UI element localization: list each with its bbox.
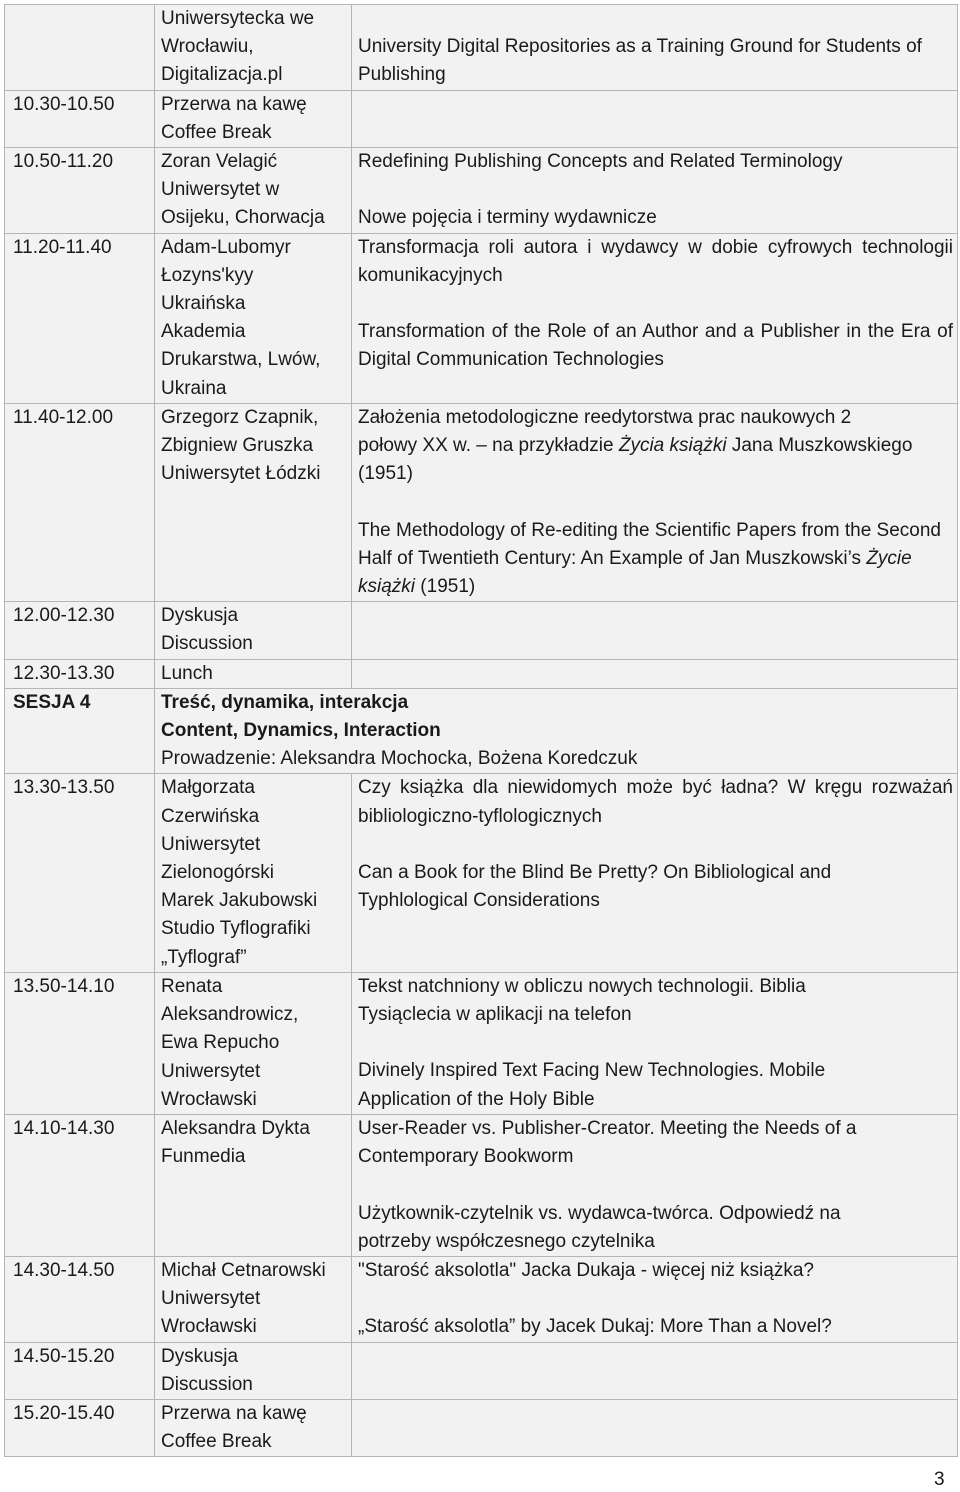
table-row [5, 602, 958, 659]
talk-title-pl: "Starość aksolotla" Jacka Dukaja - więcej niż książka? [358, 1259, 814, 1281]
session-label: SESJA 4 [5, 688, 155, 774]
talk-cell [352, 1342, 958, 1399]
talk-cell [352, 5, 958, 91]
talk-title-en: Redefining Publishing Concepts and Related Terminology [358, 151, 843, 173]
speaker-cell: Adam-Lubomyr Łozyns'kyy Ukraińska Akademia Drukarstwa, Lwów, Ukraina [155, 233, 352, 403]
time-cell: 14.10-14.30 [5, 1114, 155, 1256]
talk-title-en: Can a Book for the Blind Be Pretty? On Bibliological and Typhlological Considerations [358, 862, 832, 912]
table-row [5, 90, 958, 147]
speaker-cell: Grzegorz Czapnik, Zbigniew Gruszka Uniwersytet Łódzki [155, 403, 352, 601]
time-cell [5, 5, 155, 91]
talk-title-en: „Starość aksolotla” by Jacek Dukaj: More Than a Novel? [358, 1316, 832, 1338]
talk-title-pl: Czy książka dla niewidomych może być ładna? W kręgu rozważań bibliologiczno-tyflologicznych [358, 777, 953, 827]
speaker-cell: Dyskusja Discussion [155, 1342, 352, 1399]
page-number: 3 [934, 1469, 945, 1490]
time-cell: 11.40-12.00 [5, 403, 155, 601]
speaker-cell: Uniwersytecka we Wrocławiu, Digitalizacja.pl [155, 5, 352, 91]
talk-title-pl: Założenia metodologiczne reedytorstwa prac naukowych 2 połowy XX w. – na przykładzie Życia książki Jana Muszkowskiego (1951) [358, 406, 913, 485]
time-cell: 10.50-11.20 [5, 148, 155, 234]
talk-cell [352, 659, 958, 688]
speaker-cell: Przerwa na kawę Coffee Break [155, 1399, 352, 1456]
speaker-cell: Aleksandra Dykta Funmedia [155, 1114, 352, 1256]
talk-title-en: Transformation of the Role of an Author and a Publisher in the Era of Digital Communication Technologies [358, 321, 953, 371]
talk-cell [352, 148, 958, 234]
time-cell: 14.50-15.20 [5, 1342, 155, 1399]
session-title-pl: Treść, dynamika, interakcja [161, 691, 409, 713]
talk-title-pl: Nowe pojęcia i terminy wydawnicze [358, 207, 657, 229]
program-sheet [4, 4, 957, 1457]
time-cell: 12.30-13.30 [5, 659, 155, 688]
table-row [5, 972, 958, 1114]
talk-cell [352, 90, 958, 147]
talk-cell [352, 602, 958, 659]
talk-cell [352, 1256, 958, 1342]
speaker-cell: Małgorzata Czerwińska Uniwersytet Zielonogórski Marek Jakubowski Studio Tyflografiki „Tyflograf” [155, 774, 352, 972]
session-header-cell [155, 688, 958, 774]
time-cell: 13.50-14.10 [5, 972, 155, 1114]
talk-title-pl: Tekst natchniony w obliczu nowych technologii. Biblia Tysiąclecia w aplikacji na telefon [358, 975, 806, 1026]
table-row [5, 1342, 958, 1399]
table-row [5, 233, 958, 403]
talk-cell [352, 1114, 958, 1256]
time-cell: 15.20-15.40 [5, 1399, 155, 1456]
table-row [5, 5, 958, 91]
talk-title-en: User-Reader vs. Publisher-Creator. Meeting the Needs of a Contemporary Bookworm [358, 1117, 857, 1168]
program-table [4, 4, 958, 1457]
speaker-cell: Lunch [155, 659, 352, 688]
talk-title-en: The Methodology of Re-editing the Scientific Papers from the Second Half of Twentieth Century: An Example of Jan Muszkowski’s Życie książki (1951) [358, 519, 941, 598]
talk-title-pl: Transformacja roli autora i wydawcy w dobie cyfrowych technologii komunikacyjnych [358, 236, 953, 286]
talk-cell [352, 774, 958, 972]
speaker-cell: Przerwa na kawę Coffee Break [155, 90, 352, 147]
talk-cell [352, 1399, 958, 1456]
time-cell: 11.20-11.40 [5, 233, 155, 403]
talk-cell [352, 233, 958, 403]
talk-title-pl: Użytkownik-czytelnik vs. wydawca-twórca. Odpowiedź na potrzeby współczesnego czytelnika [358, 1202, 841, 1252]
talk-cell [352, 972, 958, 1114]
speaker-cell: Zoran Velagić Uniwersytet w Osijeku, Chorwacja [155, 148, 352, 234]
session-header-row [5, 688, 958, 774]
talk-title-en: University Digital Repositories as a Training Ground for Students of Publishing [358, 36, 922, 86]
speaker-cell: Renata Aleksandrowicz, Ewa Repucho Uniwersytet Wrocławski [155, 972, 352, 1114]
table-row [5, 774, 958, 972]
table-row [5, 1114, 958, 1256]
session-chairs: Prowadzenie: Aleksandra Mochocka, Bożena Koredczuk [161, 748, 638, 770]
time-cell: 13.30-13.50 [5, 774, 155, 972]
table-row [5, 1256, 958, 1342]
speaker-cell: Michał Cetnarowski Uniwersytet Wrocławski [155, 1256, 352, 1342]
time-cell: 14.30-14.50 [5, 1256, 155, 1342]
session-title-en: Content, Dynamics, Interaction [161, 720, 441, 742]
table-row [5, 403, 958, 601]
table-row [5, 659, 958, 688]
table-row [5, 148, 958, 234]
time-cell: 10.30-10.50 [5, 90, 155, 147]
table-row [5, 1399, 958, 1456]
speaker-cell: Dyskusja Discussion [155, 602, 352, 659]
time-cell: 12.00-12.30 [5, 602, 155, 659]
talk-cell [352, 403, 958, 601]
talk-title-en: Divinely Inspired Text Facing New Technologies. Mobile Application of the Holy Bible [358, 1060, 826, 1110]
